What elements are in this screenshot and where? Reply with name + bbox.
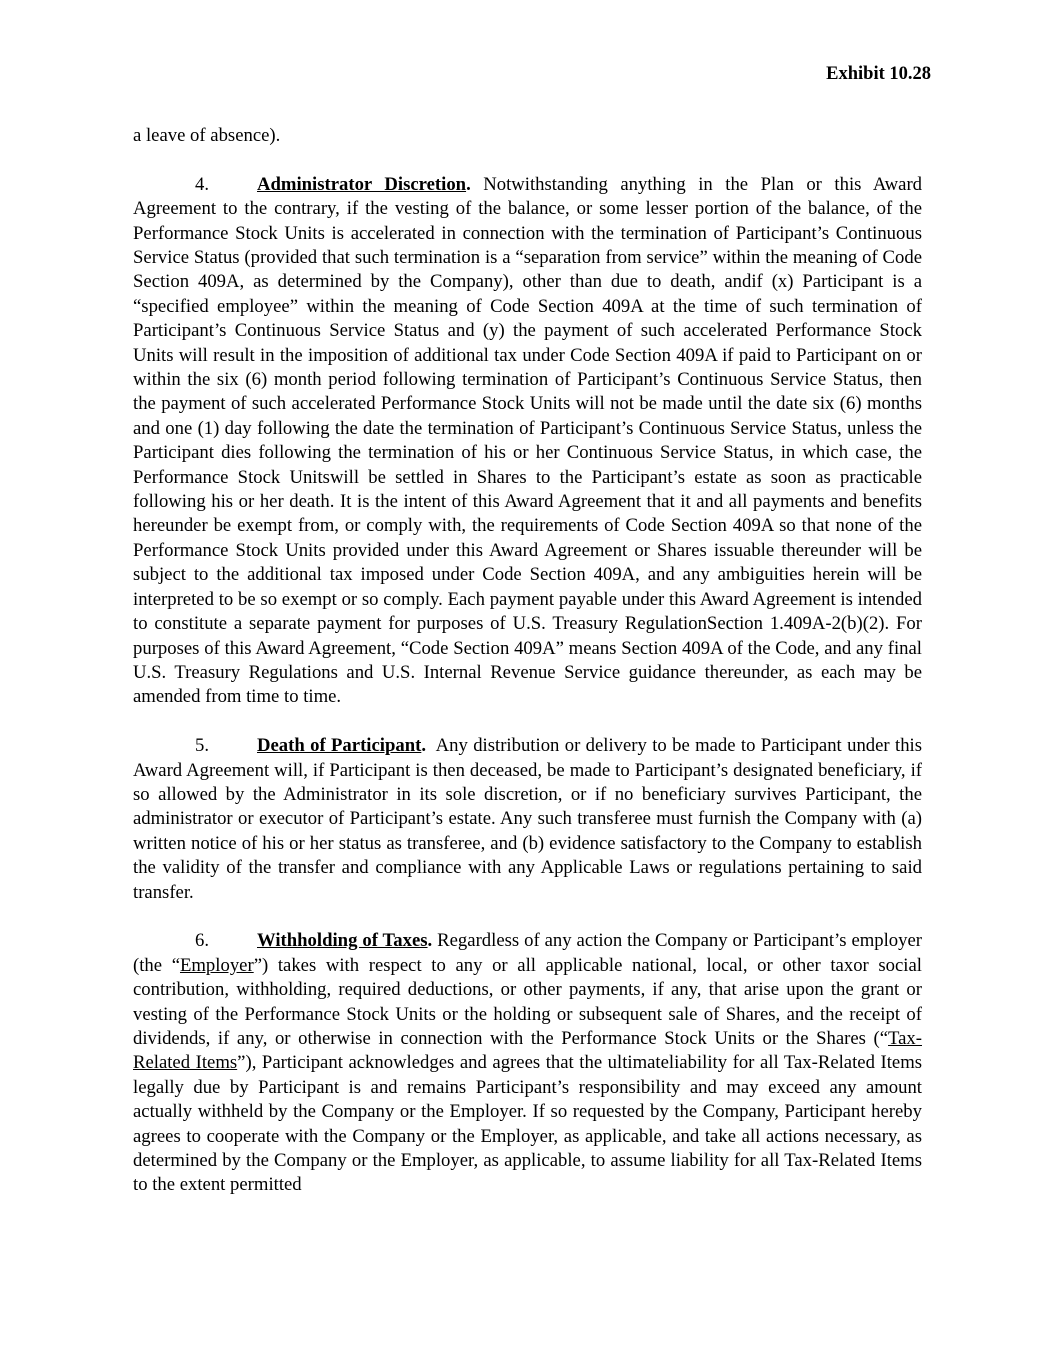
- section-6-body-part1: Regardless of any action the Company or Participant’s employer (the “: [133, 930, 923, 976]
- section-5-paragraph: 5. Death of Participant. Any distribution or delivery to be made to Participant under this Award Agreement will, if Participant is then deceased, be made to Participant’s designated beneficiary, if so allowed by the Administrator in its sole discretion, or if no beneficiary survives Participant, the administrator or executor of Participant’s estate. Any such transferee must furnish the Company with (a) written notice of his or her status as transferee, and (b) evidence satisfactory to the Company to establish the validity of the transfer and compliance with any Applicable Laws or regulations pertaining to said transfer.: [133, 735, 922, 903]
- continuation-paragraph: a leave of absence).: [133, 125, 281, 146]
- document-body: [133, 124, 922, 1222]
- section-4-body: Notwithstanding anything in the Plan or this Award Agreement to the contrary, if the vesting of the balance, or some lesser portion of the balance, of the Performance Stock Units is accelerated in connection with the termination of Participant’s Continuous Service Status (provided that such termination is a “separation from service” within the meaning of Code Section 409A, as determined by the Company), other than due to death, andif (x) Participant is a “specified employee” within the meaning of Code Section 409A at the time of such termination of Participant’s Continuous Service Status and (y) the payment of such accelerated Performance Stock Units will result in the imposition of additional tax under Code Section 409A if paid to Participant on or within the six (6) month period following termination of Participant’s Continuous Service Status, then the payment of such accelerated Performance Stock Units will not be made until the date six (6) months and one (1) day following the date the termination of Participant’s Continuous Service Status, unless the Participant dies following the termination of his or her Continuous Service Status, in which case, the Performance Stock Unitswill be settled in Shares to the Participant’s estate as soon as practicable following his or her death. It is the intent of this Award Agreement that it and all payments and benefits hereunder be exempt from, or comply with, the requirements of Code Section 409A so that none of the Performance Stock Units provided under this Award Agreement or Shares issuable thereunder will be subject to the additional tax imposed under Code Section 409A, and any ambiguities herein will be interpreted to be so exempt or so comply. Each payment payable under this Award Agreement is intended to constitute a separate payment for purposes of U.S. Treasury RegulationSection 1.409A-2(b)(2). For purposes of this Award Agreement, “Code Section 409A” means Section 409A of the Code, and any final U.S. Treasury Regulations and U.S. Internal Revenue Service guidance thereunder, as each may be amended from time to time.: [133, 173, 923, 708]
- section-4-number: 4.: [195, 173, 210, 195]
- section-4-heading: Administrator Discretion: [257, 173, 467, 195]
- defined-term-tax-related-items: Tax-Related Items: [133, 1027, 922, 1074]
- section-5-number: 5.: [195, 735, 210, 757]
- section-6-number: 6.: [195, 930, 210, 952]
- section-6-body-part3: ”), Participant acknowledges and agrees that the ultimateliability for all Tax-Related Items legally due by Participant is and remains Participant’s responsibility and may exceed any amount actually withheld by the Company or the Employer. If so requested by the Company, Participant hereby agrees to cooperate with the Company or the Employer, as applicable, and take all actions necessary, as determined by the Company or the Employer, as applicable, to assume liability for all Tax-Related Items to the extent permitted: [133, 1052, 923, 1196]
- section-4-paragraph: 4. Administrator Discretion. Notwithstanding anything in the Plan or this Award Agreement to the contrary, if the vesting of the balance, or some lesser portion of the balance, of the Performance Stock Units is accelerated in connection with the termination of Participant’s Continuous Service Status (provided that such termination is a “separation from service” within the meaning of Code Section 409A, as determined by the Company), other than due to death, andif (x) Participant is a “specified employee” within the meaning of Code Section 409A at the time of such termination of Participant’s Continuous Service Status and (y) the payment of such accelerated Performance Stock Units will result in the imposition of additional tax under Code Section 409A if paid to Participant on or within the six (6) month period following termination of Participant’s Continuous Service Status, then the payment of such accelerated Performance Stock Units will not be made until the date six (6) months and one (1) day following the date the termination of Participant’s Continuous Service Status, unless the Participant dies following the termination of his or her Continuous Service Status, in which case, the Performance Stock Unitswill be settled in Shares to the Participant’s estate as soon as practicable following his or her death. It is the intent of this Award Agreement that it and all payments and benefits hereunder be exempt from, or comply with, the requirements of Code Section 409A so that none of the Performance Stock Units provided under this Award Agreement or Shares issuable thereunder will be subject to the additional tax imposed under Code Section 409A, and any ambiguities herein will be interpreted to be so exempt or so comply. Each payment payable under this Award Agreement is intended to constitute a separate payment for purposes of U.S. Treasury RegulationSection 1.409A-2(b)(2). For purposes of this Award Agreement, “Code Section 409A” means Section 409A of the Code, and any final U.S. Treasury Regulations and U.S. Internal Revenue Service guidance thereunder, as each may be amended from time to time.: [133, 173, 923, 708]
- section-6-body-part2: ”) takes with respect to any or all applicable national, local, or other taxor social contribution, withholding, required deductions, or other payments, if any, that arise upon the grant or vesting of the Performance Stock Units or the holding or subsequent sale of Shares, and the receipt of dividends, if any, or otherwise in connection with the Performance Stock Units or the Shares (“: [133, 954, 922, 1049]
- section-6-paragraph: 6. Withholding of Taxes. Regardless of any action the Company or Participant’s employer (the “Employer”) takes with respect to any or all applicable national, local, or other taxor social contribution, withholding, required deductions, or other payments, if any, that arise upon the grant or vesting of the Performance Stock Units or the holding or subsequent sale of Shares, and the receipt of dividends, if any, or otherwise in connection with the Performance Stock Units or the Shares (“Tax-Related Items”), Participant acknowledges and agrees that the ultimateliability for all Tax-Related Items legally due by Participant is and remains Participant’s responsibility and may exceed any amount actually withheld by the Company or the Employer. If so requested by the Company, Participant hereby agrees to cooperate with the Company or the Employer, as applicable, and take all actions necessary, as determined by the Company or the Employer, as applicable, to assume liability for all Tax-Related Items to the extent permitted: [133, 930, 923, 1196]
- defined-term-employer: Employer: [179, 954, 254, 976]
- section-5-body: Any distribution or delivery to be made to Participant under this Award Agreement will, if Participant is then deceased, be made to Participant’s designated beneficiary, if so allowed by the Administrator in its sole discretion, or if no beneficiary survives Participant, the administrator or executor of Participant’s estate. Any such transferee must furnish the Company with (a) written notice of his or her status as transferee, and (b) evidence satisfactory to the Company to establish the validity of the transfer and compliance with any Applicable Laws or regulations pertaining to said transfer.: [133, 735, 922, 903]
- exhibit-label: Exhibit 10.28: [826, 64, 931, 84]
- section-5-heading: Death of Participant: [257, 735, 422, 757]
- section-6-heading: Withholding of Taxes: [257, 930, 428, 952]
